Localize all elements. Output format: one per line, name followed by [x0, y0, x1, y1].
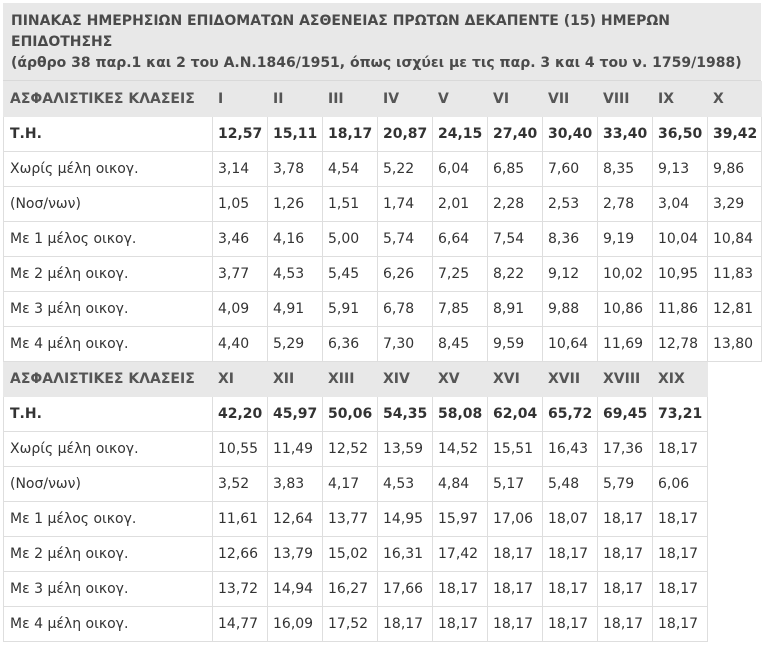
value-cell: 18,17	[543, 607, 598, 642]
value-cell: 15,51	[488, 432, 543, 467]
row-label: Με 4 μέλη οικογ.	[4, 327, 213, 362]
value-cell: 11,49	[268, 432, 323, 467]
value-cell: 17,52	[323, 607, 378, 642]
value-cell: 5,48	[543, 467, 598, 502]
value-cell: 3,04	[653, 187, 708, 222]
value-cell: 9,12	[543, 257, 598, 292]
class-header-cell: XVI	[488, 362, 543, 397]
class-header-cell: XVIII	[598, 362, 653, 397]
value-cell: 12,66	[213, 537, 268, 572]
row-label: Με 2 μέλη οικογ.	[4, 537, 213, 572]
value-cell: 17,06	[488, 502, 543, 537]
value-cell: 5,74	[378, 222, 433, 257]
table-row	[4, 397, 762, 432]
class-header-cell: XV	[433, 362, 488, 397]
value-cell: 3,83	[268, 467, 323, 502]
value-cell: 5,22	[378, 152, 433, 187]
table-row	[4, 117, 762, 152]
value-cell: 12,52	[323, 432, 378, 467]
value-cell: 8,45	[433, 327, 488, 362]
value-cell: 16,27	[323, 572, 378, 607]
value-cell: 16,43	[543, 432, 598, 467]
value-cell: 1,74	[378, 187, 433, 222]
value-cell: 42,20	[213, 397, 268, 432]
class-header-row	[4, 362, 762, 397]
value-cell: 8,22	[488, 257, 543, 292]
class-header-cell: XIII	[323, 362, 378, 397]
value-cell: 18,17	[323, 117, 378, 152]
value-cell: 69,45	[598, 397, 653, 432]
value-cell: 4,40	[213, 327, 268, 362]
value-cell: 30,40	[543, 117, 598, 152]
value-cell: 13,72	[213, 572, 268, 607]
row-label: Με 3 μέλη οικογ.	[4, 572, 213, 607]
value-cell: 4,16	[268, 222, 323, 257]
class-header-cell: IV	[378, 82, 433, 117]
value-cell: 13,77	[323, 502, 378, 537]
value-cell: 15,97	[433, 502, 488, 537]
value-cell: 10,02	[598, 257, 653, 292]
value-cell: 10,95	[653, 257, 708, 292]
value-cell: 4,91	[268, 292, 323, 327]
value-cell: 7,30	[378, 327, 433, 362]
value-cell: 4,84	[433, 467, 488, 502]
value-cell: 24,15	[433, 117, 488, 152]
table-row	[4, 152, 762, 187]
table-row	[4, 257, 762, 292]
value-cell: 18,17	[488, 537, 543, 572]
value-cell: 2,01	[433, 187, 488, 222]
value-cell: 15,02	[323, 537, 378, 572]
value-cell: 17,42	[433, 537, 488, 572]
value-cell: 6,06	[653, 467, 708, 502]
value-cell: 1,51	[323, 187, 378, 222]
empty-cell	[708, 362, 762, 397]
value-cell: 11,83	[708, 257, 762, 292]
class-header-row	[4, 82, 762, 117]
value-cell: 12,78	[653, 327, 708, 362]
value-cell: 15,11	[268, 117, 323, 152]
value-cell: 18,17	[653, 537, 708, 572]
value-cell: 4,53	[378, 467, 433, 502]
value-cell: 36,50	[653, 117, 708, 152]
value-cell: 17,36	[598, 432, 653, 467]
value-cell: 18,17	[488, 572, 543, 607]
value-cell: 3,46	[213, 222, 268, 257]
value-cell: 18,17	[378, 607, 433, 642]
value-cell: 6,26	[378, 257, 433, 292]
value-cell: 9,59	[488, 327, 543, 362]
row-label: (Νοσ/νων)	[4, 467, 213, 502]
class-header-cell: VI	[488, 82, 543, 117]
value-cell: 9,19	[598, 222, 653, 257]
value-cell: 27,40	[488, 117, 543, 152]
value-cell: 5,17	[488, 467, 543, 502]
table-row	[4, 222, 762, 257]
class-header-cell: XII	[268, 362, 323, 397]
value-cell: 10,04	[653, 222, 708, 257]
value-cell: 8,91	[488, 292, 543, 327]
class-header-cell: X	[708, 82, 762, 117]
table-body	[4, 82, 762, 642]
value-cell: 12,81	[708, 292, 762, 327]
table-caption	[3, 3, 761, 81]
value-cell: 11,61	[213, 502, 268, 537]
value-cell: 5,00	[323, 222, 378, 257]
value-cell: 18,17	[433, 572, 488, 607]
value-cell: 3,14	[213, 152, 268, 187]
value-cell: 50,06	[323, 397, 378, 432]
row-label: Με 1 μέλος οικογ.	[4, 222, 213, 257]
value-cell: 18,17	[653, 432, 708, 467]
value-cell: 18,17	[488, 607, 543, 642]
row-label: Με 2 μέλη οικογ.	[4, 257, 213, 292]
row-label: Με 3 μέλη οικογ.	[4, 292, 213, 327]
value-cell: 39,42	[708, 117, 762, 152]
value-cell: 16,09	[268, 607, 323, 642]
value-cell: 14,77	[213, 607, 268, 642]
table-row	[4, 432, 762, 467]
value-cell: 16,31	[378, 537, 433, 572]
value-cell: 6,36	[323, 327, 378, 362]
value-cell: 10,84	[708, 222, 762, 257]
value-cell: 7,85	[433, 292, 488, 327]
value-cell: 18,17	[653, 607, 708, 642]
value-cell: 14,95	[378, 502, 433, 537]
value-cell: 65,72	[543, 397, 598, 432]
class-header-cell: XVII	[543, 362, 598, 397]
value-cell: 13,79	[268, 537, 323, 572]
value-cell: 11,86	[653, 292, 708, 327]
value-cell: 2,53	[543, 187, 598, 222]
value-cell: 18,17	[433, 607, 488, 642]
table-row	[4, 467, 762, 502]
value-cell: 73,21	[653, 397, 708, 432]
class-header-cell: VIII	[598, 82, 653, 117]
row-label: Τ.Η.	[4, 117, 213, 152]
value-cell: 4,09	[213, 292, 268, 327]
value-cell: 18,17	[598, 572, 653, 607]
value-cell: 20,87	[378, 117, 433, 152]
allowance-table-container	[3, 3, 761, 642]
value-cell: 45,97	[268, 397, 323, 432]
value-cell: 54,35	[378, 397, 433, 432]
value-cell: 62,04	[488, 397, 543, 432]
class-header-cell: V	[433, 82, 488, 117]
class-header-cell: XI	[213, 362, 268, 397]
value-cell: 18,17	[543, 537, 598, 572]
value-cell: 4,53	[268, 257, 323, 292]
value-cell: 3,52	[213, 467, 268, 502]
class-header-cell: I	[213, 82, 268, 117]
table-row	[4, 292, 762, 327]
caption-title: ΠΙΝΑΚΑΣ ΗΜΕΡΗΣΙΩΝ ΕΠΙΔΟΜΑΤΩΝ ΑΣΘΕΝΕΙΑΣ ΠΡΩΤΩΝ ΔΕΚΑΠΕΝΤΕ (15) ΗΜΕΡΩΝ ΕΠΙΔΟΤΗΣΗΣ	[11, 13, 670, 50]
value-cell: 10,86	[598, 292, 653, 327]
value-cell: 3,29	[708, 187, 762, 222]
value-cell: 6,85	[488, 152, 543, 187]
value-cell: 18,07	[543, 502, 598, 537]
class-header-cell: IX	[653, 82, 708, 117]
value-cell: 7,25	[433, 257, 488, 292]
row-label: Χωρίς μέλη οικογ.	[4, 432, 213, 467]
value-cell: 11,69	[598, 327, 653, 362]
value-cell: 4,54	[323, 152, 378, 187]
value-cell: 18,17	[653, 572, 708, 607]
table-row	[4, 187, 762, 222]
value-cell: 9,13	[653, 152, 708, 187]
value-cell: 33,40	[598, 117, 653, 152]
value-cell: 14,94	[268, 572, 323, 607]
value-cell: 18,17	[543, 572, 598, 607]
class-header-cell: III	[323, 82, 378, 117]
value-cell: 5,45	[323, 257, 378, 292]
value-cell: 6,78	[378, 292, 433, 327]
value-cell: 6,64	[433, 222, 488, 257]
value-cell: 3,77	[213, 257, 268, 292]
value-cell: 18,17	[653, 502, 708, 537]
value-cell: 5,79	[598, 467, 653, 502]
value-cell: 9,86	[708, 152, 762, 187]
value-cell: 9,88	[543, 292, 598, 327]
value-cell: 5,91	[323, 292, 378, 327]
class-header-label: ΑΣΦΑΛΙΣΤΙΚΕΣ ΚΛΑΣΕΙΣ	[4, 362, 213, 397]
value-cell: 13,59	[378, 432, 433, 467]
class-header-label: ΑΣΦΑΛΙΣΤΙΚΕΣ ΚΛΑΣΕΙΣ	[4, 82, 213, 117]
value-cell: 18,17	[598, 502, 653, 537]
value-cell: 6,04	[433, 152, 488, 187]
value-cell: 1,26	[268, 187, 323, 222]
table-row	[4, 607, 762, 642]
value-cell: 4,17	[323, 467, 378, 502]
table-row	[4, 327, 762, 362]
class-header-cell: XIX	[653, 362, 708, 397]
class-header-cell: XIV	[378, 362, 433, 397]
value-cell: 10,55	[213, 432, 268, 467]
class-header-cell: VII	[543, 82, 598, 117]
value-cell: 12,64	[268, 502, 323, 537]
row-label: Με 4 μέλη οικογ.	[4, 607, 213, 642]
value-cell: 8,35	[598, 152, 653, 187]
value-cell: 7,60	[543, 152, 598, 187]
value-cell: 13,80	[708, 327, 762, 362]
value-cell: 18,17	[598, 537, 653, 572]
value-cell: 10,64	[543, 327, 598, 362]
value-cell: 14,52	[433, 432, 488, 467]
value-cell: 5,29	[268, 327, 323, 362]
value-cell: 3,78	[268, 152, 323, 187]
value-cell: 12,57	[213, 117, 268, 152]
class-header-cell: II	[268, 82, 323, 117]
value-cell: 18,17	[598, 607, 653, 642]
caption-legal-reference: (άρθρο 38 παρ.1 και 2 του Α.Ν.1846/1951, όπως ισχύει με τις παρ. 3 και 4 του ν. 1759/1988)	[11, 55, 742, 71]
value-cell: 17,66	[378, 572, 433, 607]
table-row	[4, 537, 762, 572]
value-cell: 8,36	[543, 222, 598, 257]
row-label: (Νοσ/νων)	[4, 187, 213, 222]
allowance-table	[3, 81, 762, 642]
value-cell: 58,08	[433, 397, 488, 432]
row-label: Χωρίς μέλη οικογ.	[4, 152, 213, 187]
value-cell: 7,54	[488, 222, 543, 257]
row-label: Με 1 μέλος οικογ.	[4, 502, 213, 537]
value-cell: 1,05	[213, 187, 268, 222]
value-cell: 2,28	[488, 187, 543, 222]
table-row	[4, 572, 762, 607]
row-label: Τ.Η.	[4, 397, 213, 432]
table-row	[4, 502, 762, 537]
value-cell: 2,78	[598, 187, 653, 222]
